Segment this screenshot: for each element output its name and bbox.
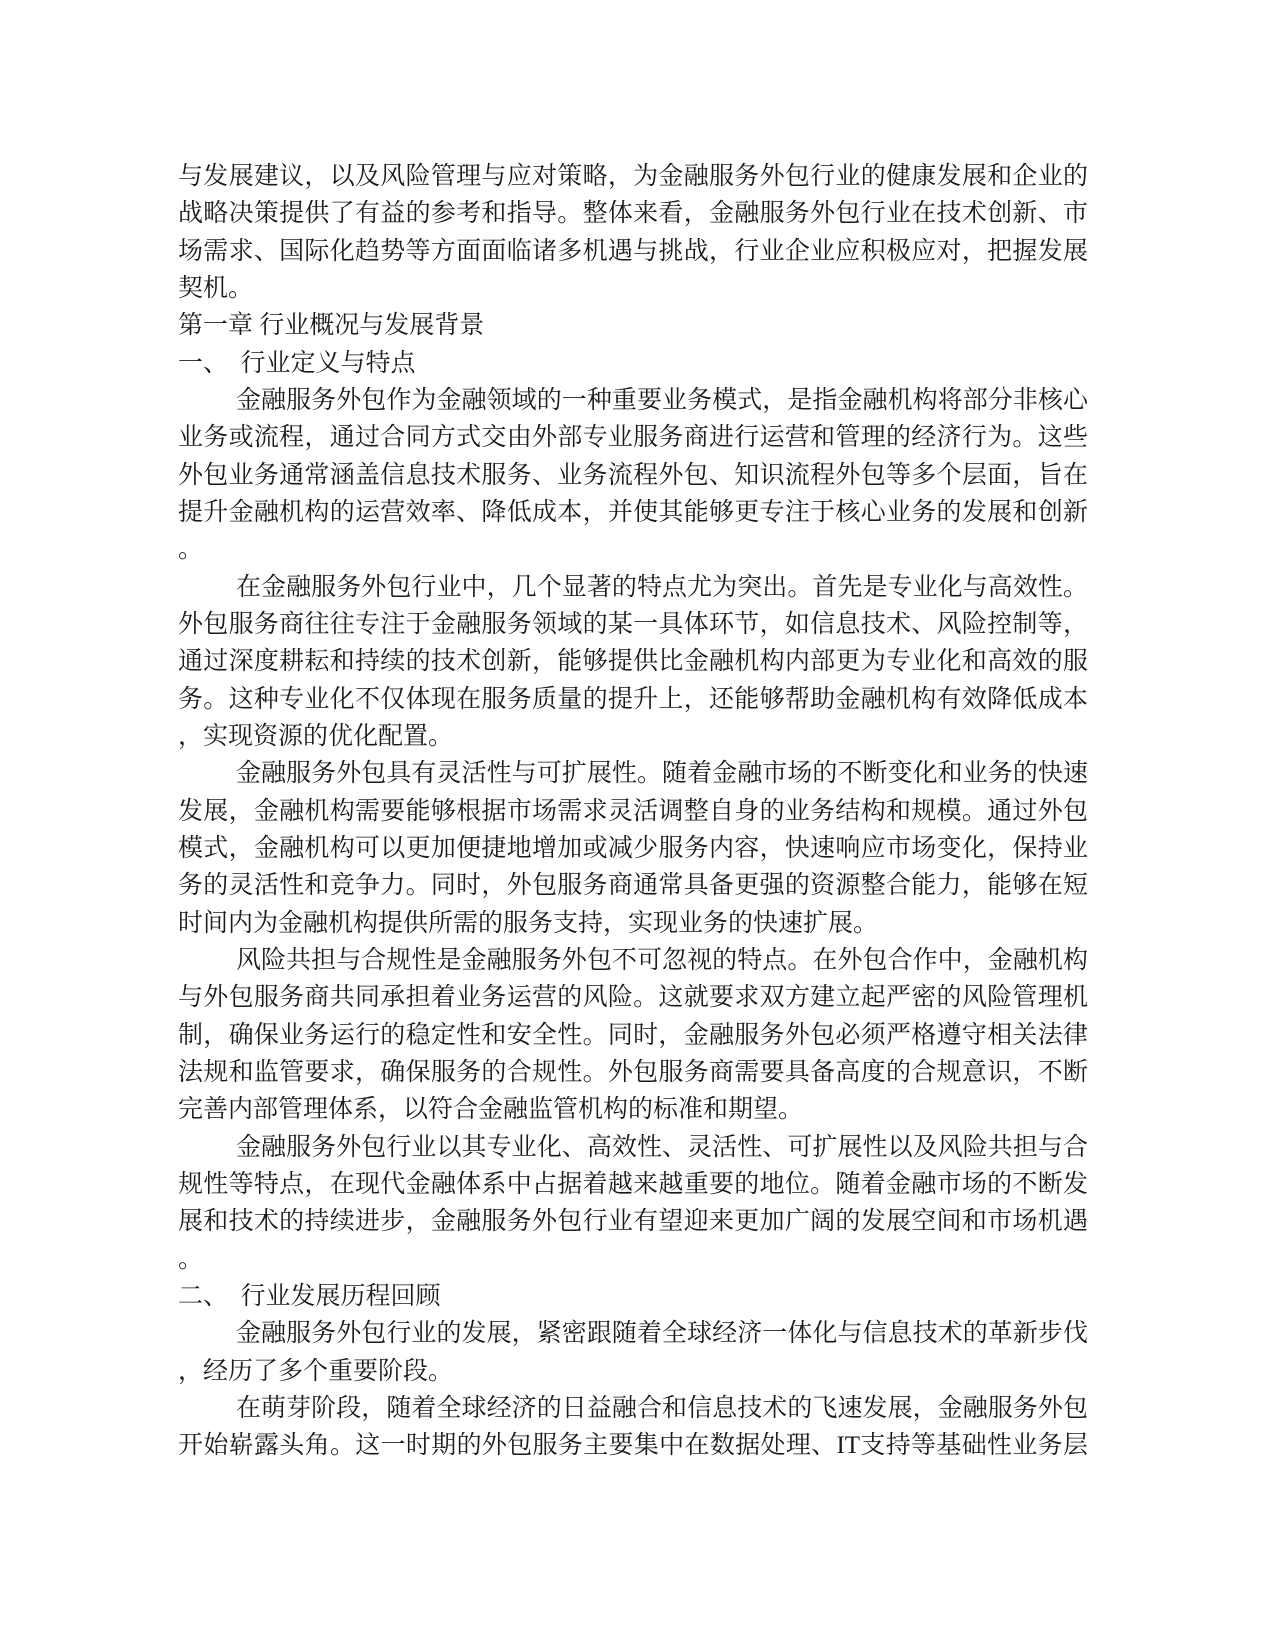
- chapter-heading-line: 第一章 行业概况与发展背景: [178, 312, 485, 340]
- text-line: 模式，金融机构可以更加便捷地增加或减少服务内容，快速响应市场变化，保持业: [178, 834, 1088, 862]
- text-line: 与外包服务商共同承担着业务运营的风险。这就要求双方建立起严密的风险管理机: [178, 984, 1088, 1012]
- text-line: 外包业务通常涵盖信息技术服务、业务流程外包、知识流程外包等多个层面，旨在: [178, 461, 1088, 489]
- text-line: 契机。: [178, 274, 254, 302]
- document-body: [178, 158, 1088, 1464]
- text-line: 在萌芽阶段，随着全球经济的日益融合和信息技术的飞速发展，金融服务外包: [236, 1394, 1088, 1422]
- text-line: 金融服务外包行业的发展，紧密跟随着全球经济一体化与信息技术的革新步伐: [236, 1320, 1088, 1348]
- text-line: 规性等特点，在现代金融体系中占据着越来越重要的地位。随着金融市场的不断发: [178, 1170, 1088, 1198]
- text-line: 风险共担与合规性是金融服务外包不可忽视的特点。在外包合作中，金融机构: [236, 946, 1088, 974]
- text-line: 。: [178, 1245, 204, 1273]
- text-line: 制，确保业务运行的稳定性和安全性。同时，金融服务外包必须严格遵守相关法律: [178, 1021, 1088, 1049]
- section-heading-line: 二、 行业发展历程回顾: [178, 1282, 441, 1310]
- text-line: 金融服务外包行业以其专业化、高效性、灵活性、可扩展性以及风险共担与合: [236, 1133, 1088, 1161]
- text-line: 业务或流程，通过合同方式交由外部专业服务商进行运营和管理的经济行为。这些: [178, 424, 1088, 452]
- text-line: 时间内为金融机构提供所需的服务支持，实现业务的快速扩展。: [178, 909, 879, 937]
- text-line: 金融服务外包作为金融领域的一种重要业务模式，是指金融机构将部分非核心: [236, 386, 1088, 414]
- text-line: 通过深度耕耘和持续的技术创新，能够提供比金融机构内部更为专业化和高效的服: [178, 648, 1088, 676]
- text-line: 务的灵活性和竞争力。同时，外包服务商通常具备更强的资源整合能力，能够在短: [178, 872, 1088, 900]
- text-line: ，实现资源的优化配置。: [178, 722, 454, 750]
- text-line: 外包服务商往往专注于金融服务领域的某一具体环节，如信息技术、风险控制等，: [178, 610, 1088, 638]
- text-line: ，经历了多个重要阶段。: [178, 1357, 454, 1385]
- text-line: 开始崭露头角。这一时期的外包服务主要集中在数据处理、IT支持等基础性业务层: [178, 1432, 1088, 1460]
- text-line: 展和技术的持续进步，金融服务外包行业有望迎来更加广阔的发展空间和市场机遇: [178, 1208, 1088, 1236]
- text-line: 发展，金融机构需要能够根据市场需求灵活调整自身的业务结构和规模。通过外包: [178, 797, 1088, 825]
- text-line: 完善内部管理体系，以符合金融监管机构的标准和期望。: [178, 1096, 804, 1124]
- text-line: 战略决策提供了有益的参考和指导。整体来看，金融服务外包行业在技术创新、市: [178, 200, 1088, 228]
- text-line: 法规和监管要求，确保服务的合规性。外包服务商需要具备高度的合规意识，不断: [178, 1058, 1088, 1086]
- text-line: 。: [178, 536, 204, 564]
- text-line: 场需求、国际化趋势等方面面临诸多机遇与挑战，行业企业应积极应对，把握发展: [178, 237, 1088, 265]
- section-heading-line: 一、 行业定义与特点: [178, 349, 416, 377]
- text-line: 务。这种专业化不仅体现在服务质量的提升上，还能够帮助金融机构有效降低成本: [178, 685, 1088, 713]
- text-line: 在金融服务外包行业中，几个显著的特点尤为突出。首先是专业化与高效性。: [236, 573, 1088, 601]
- text-line: 提升金融机构的运营效率、降低成本，并使其能够更专注于核心业务的发展和创新: [178, 498, 1088, 526]
- text-line: 与发展建议，以及风险管理与应对策略，为金融服务外包行业的健康发展和企业的: [178, 163, 1088, 190]
- text-line: 金融服务外包具有灵活性与可扩展性。随着金融市场的不断变化和业务的快速: [236, 760, 1088, 788]
